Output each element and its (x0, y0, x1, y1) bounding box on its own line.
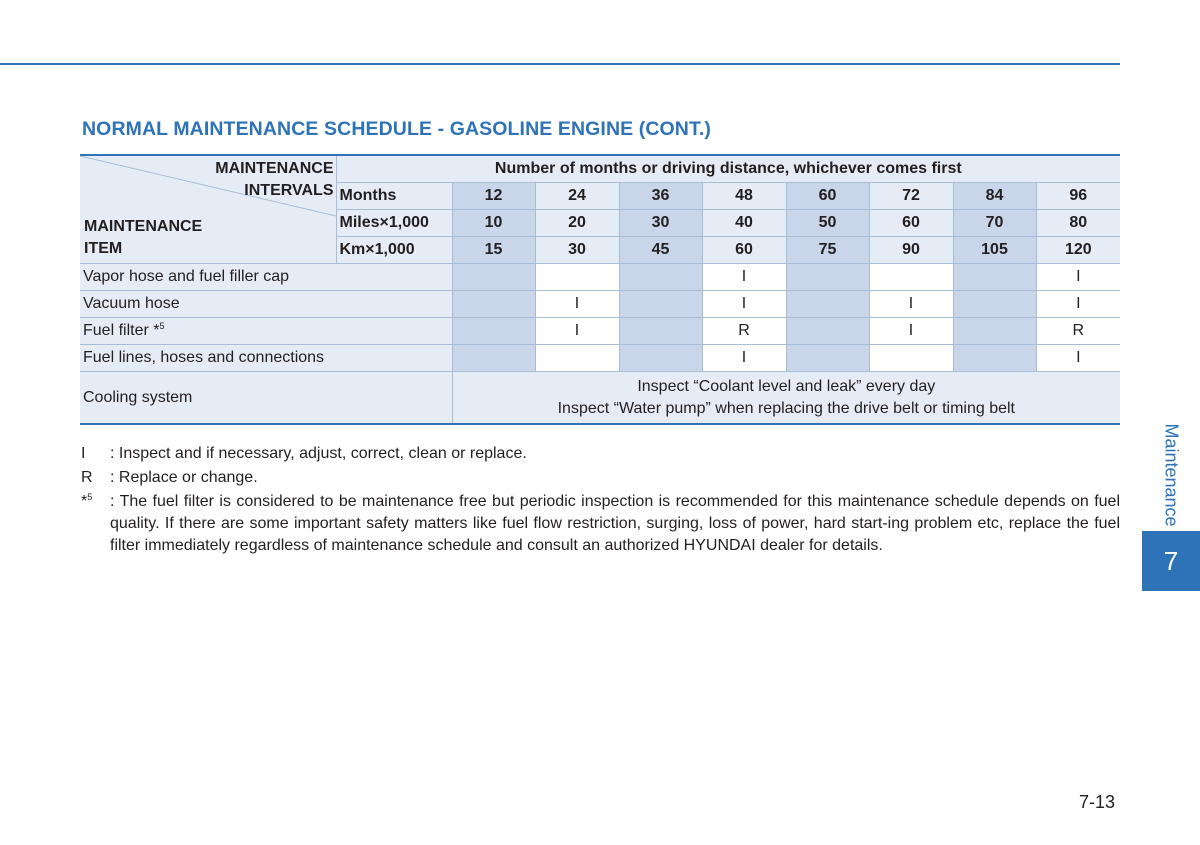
schedule-cell (786, 318, 869, 345)
km-cell: 120 (1036, 237, 1120, 264)
schedule-cell: I (702, 345, 786, 372)
km-cell: 15 (452, 237, 535, 264)
interval-span-header: Number of months or driving distance, whichever comes first (336, 155, 1120, 183)
miles-cell: 60 (869, 210, 953, 237)
miles-cell: 10 (452, 210, 535, 237)
row-item-label: Vapor hose and fuel filler cap (80, 264, 452, 291)
maintenance-schedule-table (80, 154, 1120, 425)
row-item-label: Fuel lines, hoses and connections (80, 345, 452, 372)
schedule-cell (619, 264, 702, 291)
schedule-cell: I (869, 318, 953, 345)
table-row (80, 291, 1120, 318)
months-cell: 48 (702, 183, 786, 210)
schedule-cell: I (1036, 264, 1120, 291)
months-cell: 60 (786, 183, 869, 210)
km-cell: 105 (953, 237, 1036, 264)
table-row (80, 318, 1120, 345)
footnote-text: : The fuel filter is considered to be maintenance free but periodic inspection is recommended for this maintenance schedule depends on fuel quality. If there are some important safety matters like fuel flow restriction, surging, loss of power, hard start-ing problem etc, replace the fuel filter immediately regardless of maintenance schedule and consult an authorized HYUNDAI dealer for details. (110, 493, 1120, 554)
row-item-label (80, 318, 452, 345)
schedule-cell: R (702, 318, 786, 345)
legend-text: : Inspect and if necessary, adjust, correct, clean or replace. (110, 445, 527, 462)
schedule-cell (535, 345, 619, 372)
schedule-cell (953, 291, 1036, 318)
legend-notes (81, 443, 1120, 559)
miles-label: Miles×1,000 (336, 210, 452, 237)
cooling-instruction-line: Inspect “Coolant level and leak” every day (637, 377, 936, 395)
chapter-side-label-text: Maintenance (1161, 423, 1182, 527)
months-cell: 36 (619, 183, 702, 210)
footnote-marker: 5 (159, 321, 165, 331)
schedule-cell (953, 264, 1036, 291)
km-cell: 75 (786, 237, 869, 264)
row-item-label: Cooling system (80, 372, 452, 425)
legend-symbol: I (81, 445, 86, 462)
schedule-cell (786, 291, 869, 318)
page-title: NORMAL MAINTENANCE SCHEDULE - GASOLINE ENGINE (CONT.) (82, 118, 711, 140)
km-cell: 60 (702, 237, 786, 264)
miles-cell: 30 (619, 210, 702, 237)
months-cell: 24 (535, 183, 619, 210)
cooling-instruction-line: Inspect “Water pump” when replacing the drive belt or timing belt (557, 399, 1015, 417)
corner-label-maintenance-item-1: MAINTENANCE (84, 218, 203, 235)
schedule-cell: I (869, 291, 953, 318)
schedule-cell (452, 318, 535, 345)
schedule-cell (452, 264, 535, 291)
legend-symbol: R (81, 469, 93, 486)
legend-item-replace (81, 467, 1120, 489)
schedule-cell (452, 345, 535, 372)
months-cell: 72 (869, 183, 953, 210)
schedule-cell (869, 345, 953, 372)
schedule-cell: I (535, 318, 619, 345)
schedule-cell (619, 318, 702, 345)
schedule-cell (953, 318, 1036, 345)
footnote-sup: 5 (87, 492, 93, 502)
chapter-tab (1142, 531, 1200, 591)
footnote-fuel-filter (81, 491, 1120, 557)
miles-cell: 20 (535, 210, 619, 237)
legend-text: : Replace or change. (110, 469, 258, 486)
schedule-cell (619, 291, 702, 318)
row-item-text: Fuel filter * (83, 322, 160, 339)
schedule-cell (869, 264, 953, 291)
table-row (80, 264, 1120, 291)
schedule-cell (619, 345, 702, 372)
schedule-cell: I (702, 291, 786, 318)
km-label: Km×1,000 (336, 237, 452, 264)
schedule-cell (786, 264, 869, 291)
schedule-cell (786, 345, 869, 372)
miles-cell: 70 (953, 210, 1036, 237)
chapter-number: 7 (1163, 545, 1179, 576)
schedule-cell: R (1036, 318, 1120, 345)
months-cell: 12 (452, 183, 535, 210)
miles-cell: 50 (786, 210, 869, 237)
chapter-side-label (1142, 420, 1200, 530)
corner-label-maintenance-item-2: ITEM (84, 240, 123, 257)
km-cell: 45 (619, 237, 702, 264)
miles-cell: 80 (1036, 210, 1120, 237)
table-row (80, 372, 1120, 425)
legend-item-inspect (81, 443, 1120, 465)
corner-label-maintenance: MAINTENANCE (215, 160, 334, 177)
table-corner-header (80, 155, 336, 264)
schedule-cell: I (535, 291, 619, 318)
corner-label-intervals: INTERVALS (244, 182, 334, 199)
schedule-cell (953, 345, 1036, 372)
schedule-cell (535, 264, 619, 291)
schedule-cell: I (1036, 291, 1120, 318)
table-row (80, 345, 1120, 372)
months-label: Months (336, 183, 452, 210)
km-cell: 30 (535, 237, 619, 264)
row-item-label: Vacuum hose (80, 291, 452, 318)
months-cell: 84 (953, 183, 1036, 210)
header-rule (0, 63, 1120, 65)
miles-cell: 40 (702, 210, 786, 237)
footnote-symbol (81, 491, 92, 513)
footnote-star: * (81, 493, 88, 510)
schedule-cell: I (1036, 345, 1120, 372)
cooling-system-instructions (452, 372, 1120, 425)
schedule-cell (452, 291, 535, 318)
months-cell: 96 (1036, 183, 1120, 210)
schedule-cell: I (702, 264, 786, 291)
page-number: 7-13 (1079, 792, 1116, 812)
km-cell: 90 (869, 237, 953, 264)
